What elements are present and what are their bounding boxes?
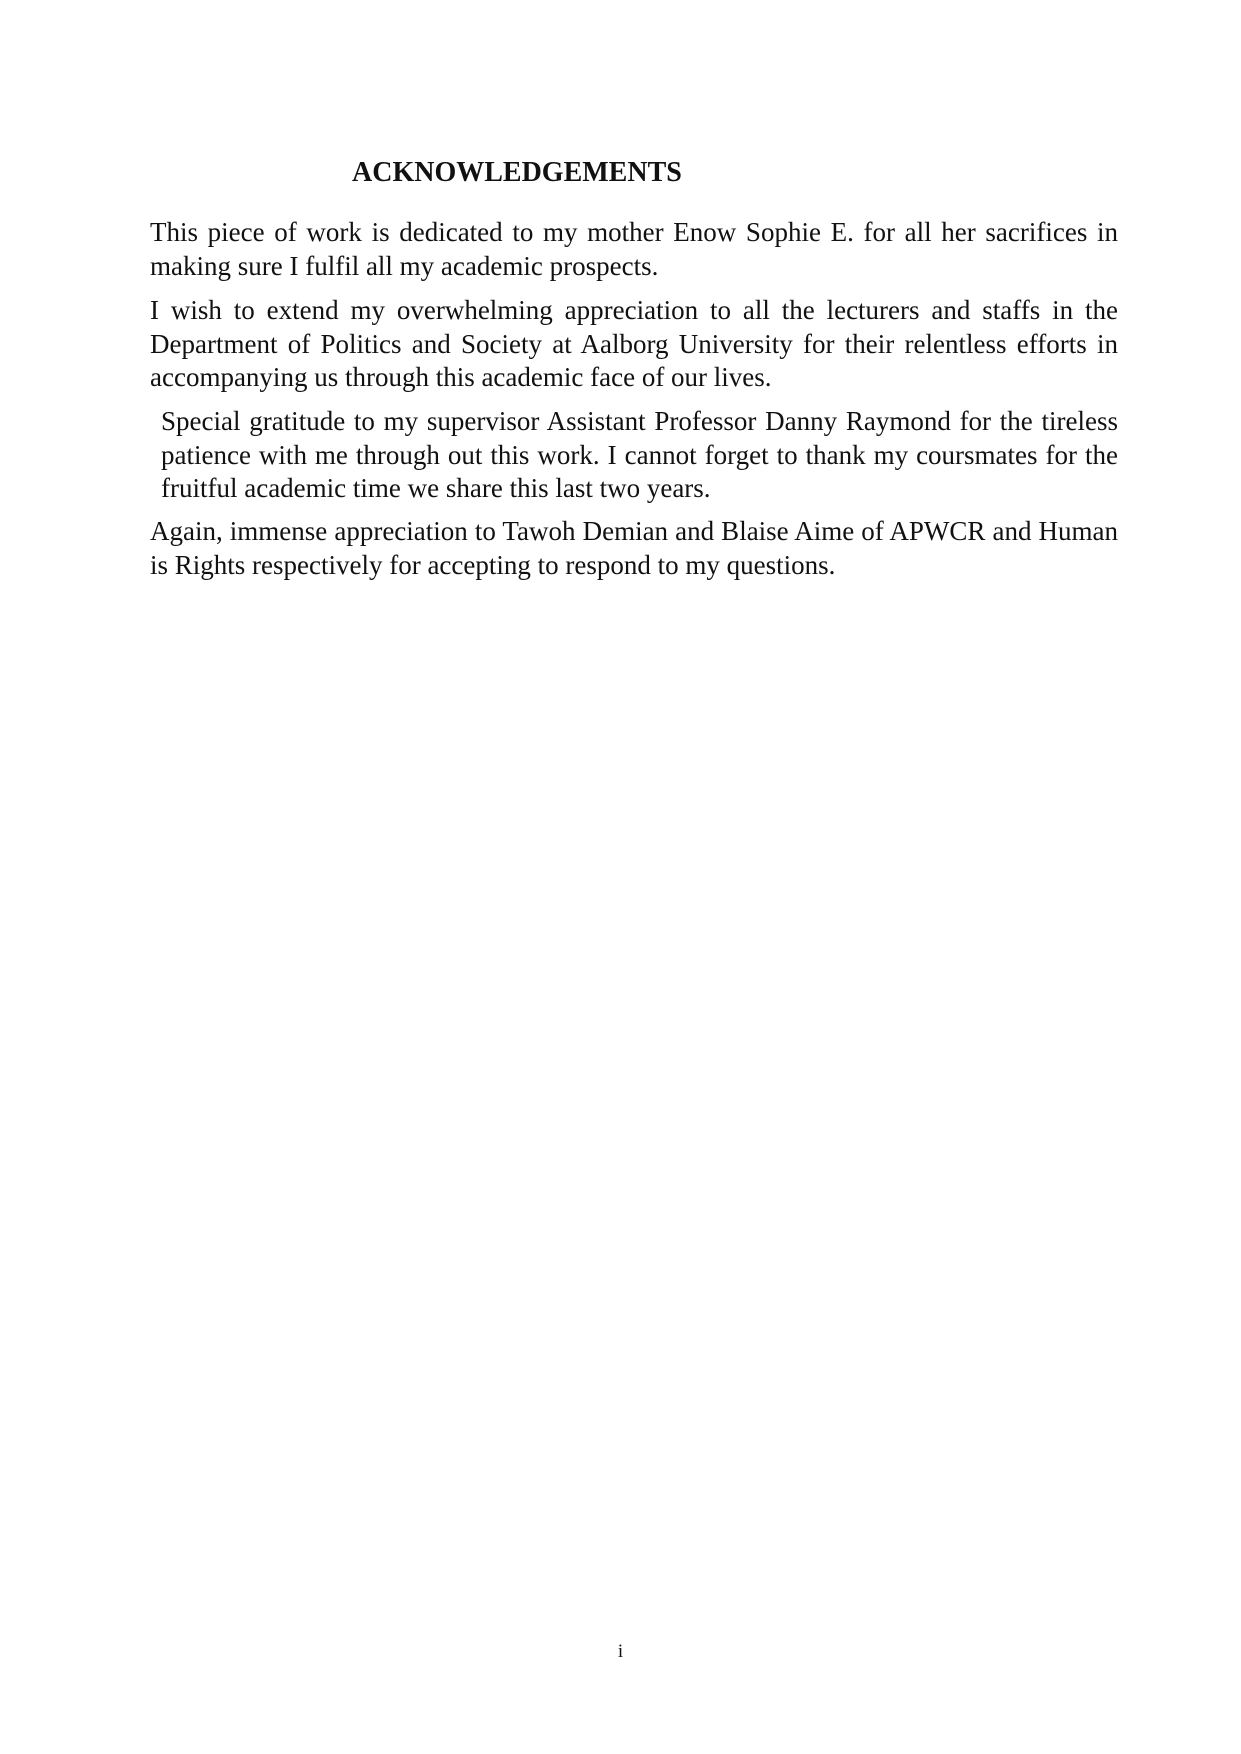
paragraph-respondents: Again, immense appreciation to Tawoh Demian and Blaise Aime of APWCR and Human is Rights respectively for accepting to respond to my questions.: [150, 516, 1118, 580]
paragraph-dedication: This piece of work is dedicated to my mother Enow Sophie E. for all her sacrifices in making sure I fulfil all my academic prospects.: [150, 217, 1118, 281]
paragraph-supervisor: Special gratitude to my supervisor Assistant Professor Danny Raymond for the tireless patience with me through out this work. I cannot forget to thank my coursmates for the fruitful academic time we share this last two years.: [161, 406, 1118, 503]
page-number: i: [617, 1641, 624, 1662]
page-heading: ACKNOWLEDGEMENTS: [352, 157, 682, 188]
paragraph-lecturers: I wish to extend my overwhelming appreciation to all the lecturers and staffs in the Department of Politics and Society at Aalborg University for their relentless efforts in accompanying us through this academic face of our lives.: [150, 295, 1118, 392]
